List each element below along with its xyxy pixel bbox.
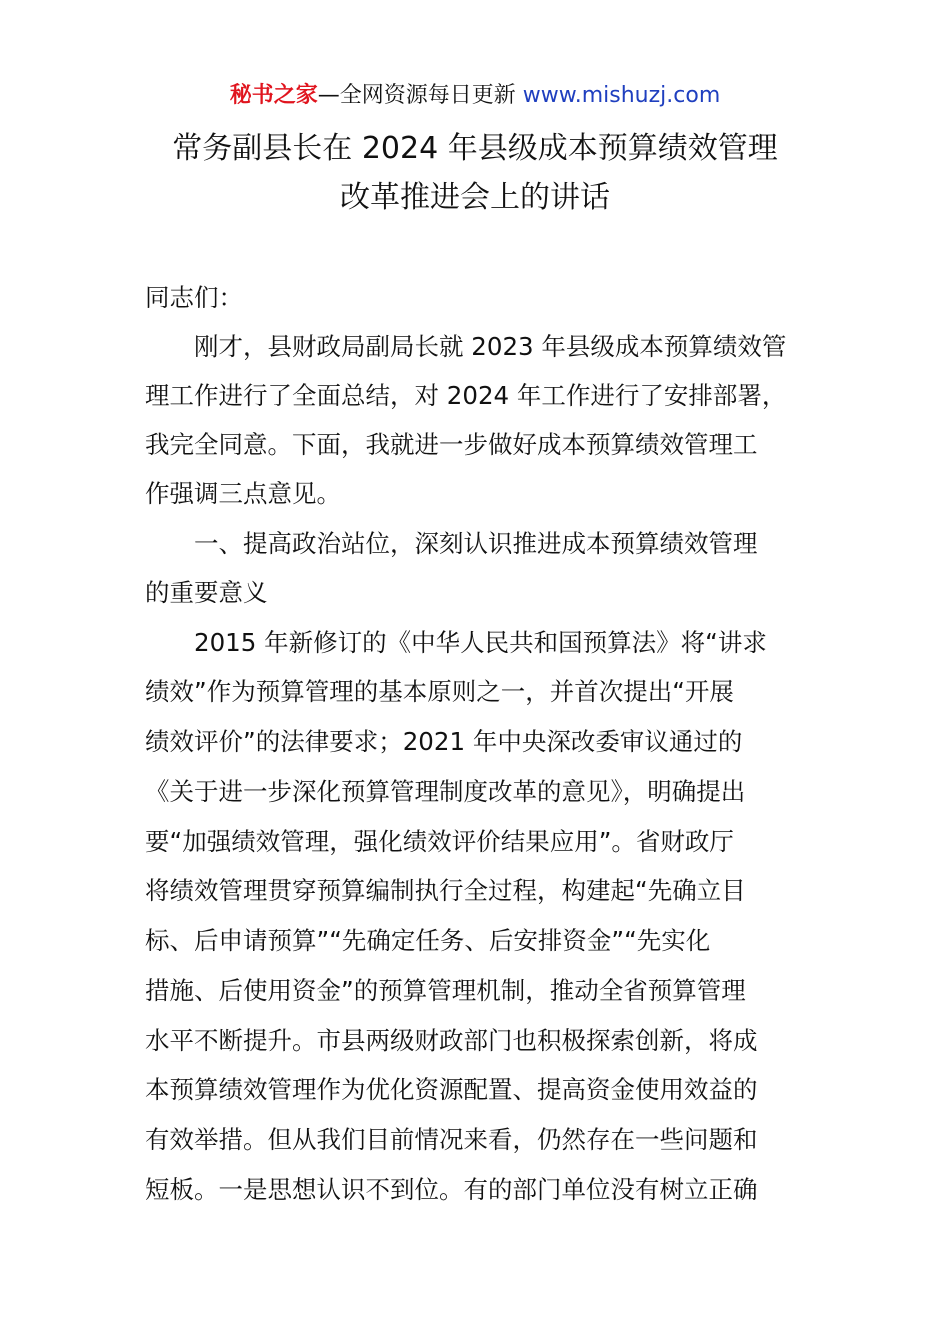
body-line: 作强调三点意见。 — [145, 479, 341, 508]
body-line: 刚才，县财政局副局长就 2023 年县级成本预算绩效管 — [194, 332, 787, 361]
body-line: 绩效”作为预算管理的基本原则之一，并首次提出“开展 — [145, 677, 734, 706]
document-title-line-1: 常务副县长在 2024 年县级成本预算绩效管理 — [172, 131, 778, 166]
section-heading-line: 的重要意义 — [145, 578, 268, 607]
body-line: 我完全同意。下面，我就进一步做好成本预算绩效管理工 — [145, 430, 758, 459]
body-line: 有效举措。但从我们目前情况来看，仍然存在一些问题和 — [145, 1125, 758, 1154]
section-heading-line: 一、提高政治站位，深刻认识推进成本预算绩效管理 — [194, 529, 758, 558]
body-line: 《关于进一步深化预算管理制度改革的意见》，明确提出 — [145, 777, 746, 806]
body-line: 理工作进行了全面总结，对 2024 年工作进行了安排部署， — [145, 381, 787, 410]
body-line: 短板。一是思想认识不到位。有的部门单位没有树立正确 — [145, 1175, 758, 1204]
body-line: 绩效评价”的法律要求；2021 年中央深改委审议通过的 — [145, 727, 743, 756]
salutation: 同志们： — [145, 283, 243, 312]
site-header — [0, 80, 950, 112]
body-line: 措施、后使用资金”的预算管理机制，推动全省预算管理 — [145, 976, 746, 1005]
site-url-link[interactable]: www.mishuzj.com — [522, 83, 721, 108]
site-brand[interactable]: 秘书之家 — [229, 83, 318, 108]
document-title-line-2: 改革推进会上的讲话 — [340, 180, 610, 215]
body-line: 本预算绩效管理作为优化资源配置、提高资金使用效益的 — [145, 1075, 758, 1104]
body-line: 要“加强绩效管理，强化绩效评价结果应用”。省财政厅 — [145, 827, 734, 856]
site-tagline: —全网资源每日更新 — [317, 83, 523, 108]
body-line: 将绩效管理贯穿预算编制执行全过程，构建起“先确立目 — [145, 876, 746, 905]
body-line: 2015 年新修订的《中华人民共和国预算法》将“讲求 — [194, 628, 767, 657]
body-line: 标、后申请预算”“先确定任务、后安排资金”“先实化 — [145, 926, 711, 955]
body-line: 水平不断提升。市县两级财政部门也积极探索创新，将成 — [145, 1026, 758, 1055]
